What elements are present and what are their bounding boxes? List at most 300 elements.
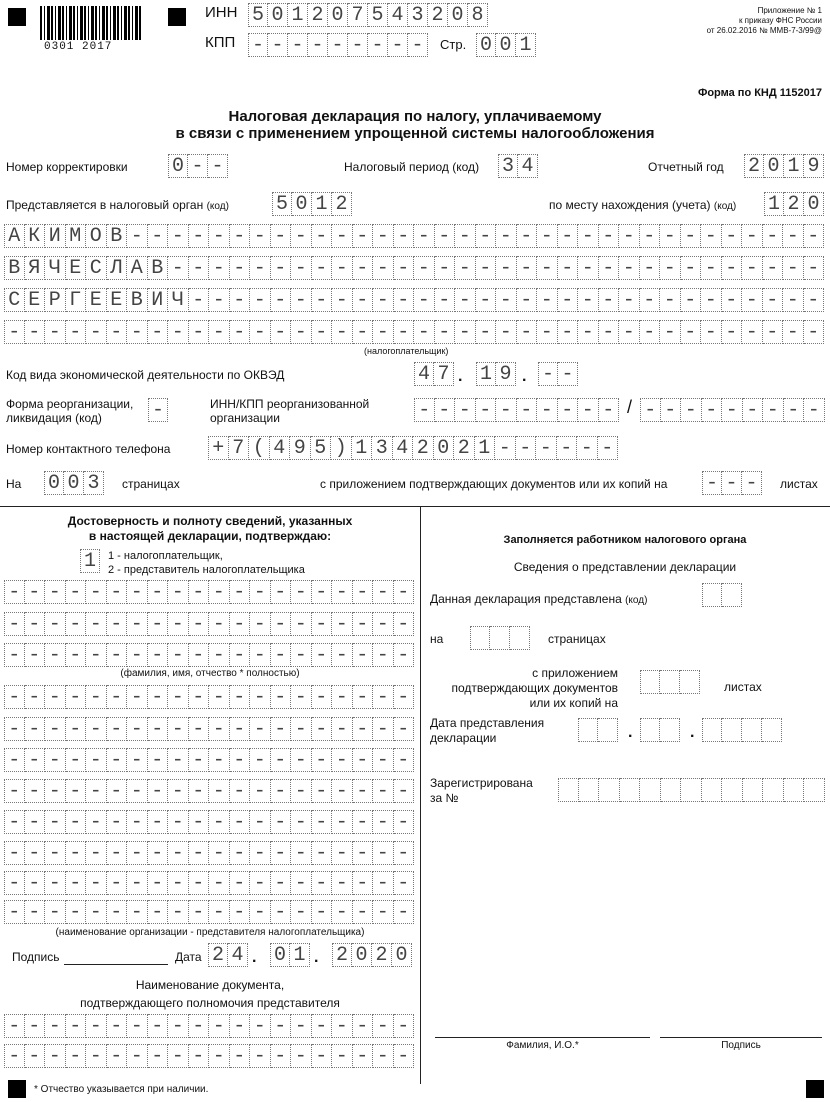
- char-cell[interactable]: -: [414, 398, 435, 422]
- right-attach-cells[interactable]: [640, 670, 700, 694]
- char-cell[interactable]: 9: [496, 362, 516, 386]
- authority-cells[interactable]: [272, 192, 352, 216]
- reorg-inn-cells[interactable]: [414, 398, 619, 422]
- char-cell[interactable]: -: [189, 871, 210, 895]
- char-cell[interactable]: -: [804, 320, 825, 344]
- char-cell[interactable]: -: [86, 1044, 107, 1068]
- char-cell[interactable]: -: [291, 841, 312, 865]
- char-cell[interactable]: -: [66, 685, 87, 709]
- char-cell[interactable]: 2: [428, 3, 448, 27]
- char-cell[interactable]: -: [496, 320, 517, 344]
- char-cell[interactable]: -: [373, 320, 394, 344]
- char-cell[interactable]: -: [250, 810, 271, 834]
- char-cell[interactable]: -: [578, 398, 599, 422]
- phone-cells[interactable]: [208, 436, 618, 460]
- char-cell[interactable]: -: [189, 1014, 210, 1038]
- char-cell[interactable]: 1: [352, 436, 373, 460]
- char-cell[interactable]: -: [4, 1044, 25, 1068]
- char-cell[interactable]: -: [271, 841, 292, 865]
- char-cell[interactable]: -: [148, 685, 169, 709]
- char-cell[interactable]: -: [45, 717, 66, 741]
- char-cell[interactable]: -: [763, 398, 784, 422]
- char-cell[interactable]: -: [640, 288, 661, 312]
- char-cell[interactable]: -: [536, 436, 557, 460]
- char-cell[interactable]: -: [742, 320, 763, 344]
- char-cell[interactable]: -: [25, 717, 46, 741]
- char-cell[interactable]: -: [45, 841, 66, 865]
- char-cell[interactable]: -: [394, 320, 415, 344]
- char-cell[interactable]: -: [394, 810, 415, 834]
- char-cell[interactable]: -: [189, 779, 210, 803]
- signer-code-cells[interactable]: [80, 549, 100, 573]
- char-cell[interactable]: В: [148, 256, 169, 280]
- char-cell[interactable]: -: [476, 224, 497, 248]
- char-cell[interactable]: -: [312, 580, 333, 604]
- char-cell[interactable]: 2: [208, 943, 228, 967]
- char-cell[interactable]: 0: [292, 192, 312, 216]
- char-cell[interactable]: 0: [328, 3, 348, 27]
- char-cell[interactable]: 4: [228, 943, 248, 967]
- org-line-8[interactable]: [4, 900, 414, 924]
- char-cell[interactable]: -: [291, 612, 312, 636]
- char-cell[interactable]: -: [148, 643, 169, 667]
- char-cell[interactable]: -: [394, 900, 415, 924]
- char-cell[interactable]: -: [353, 288, 374, 312]
- char-cell[interactable]: -: [373, 779, 394, 803]
- char-cell[interactable]: 0: [44, 471, 64, 495]
- char-cell[interactable]: 4: [393, 436, 414, 460]
- char-cell[interactable]: -: [209, 612, 230, 636]
- char-cell[interactable]: -: [127, 779, 148, 803]
- char-cell[interactable]: -: [209, 900, 230, 924]
- char-cell[interactable]: -: [743, 398, 764, 422]
- char-cell[interactable]: -: [127, 1014, 148, 1038]
- char-cell[interactable]: -: [408, 33, 428, 57]
- char-cell[interactable]: -: [189, 320, 210, 344]
- char-cell[interactable]: -: [250, 900, 271, 924]
- char-cell[interactable]: -: [414, 320, 435, 344]
- char-cell[interactable]: [598, 718, 618, 742]
- char-cell[interactable]: -: [332, 685, 353, 709]
- char-cell[interactable]: -: [271, 580, 292, 604]
- char-cell[interactable]: 2: [454, 436, 475, 460]
- submitted-code-cells[interactable]: [702, 583, 742, 607]
- char-cell[interactable]: -: [332, 288, 353, 312]
- char-cell[interactable]: -: [25, 779, 46, 803]
- char-cell[interactable]: -: [148, 612, 169, 636]
- char-cell[interactable]: -: [312, 612, 333, 636]
- char-cell[interactable]: -: [66, 810, 87, 834]
- char-cell[interactable]: -: [230, 643, 251, 667]
- char-cell[interactable]: 1: [475, 436, 496, 460]
- char-cell[interactable]: -: [312, 748, 333, 772]
- char-cell[interactable]: -: [230, 748, 251, 772]
- char-cell[interactable]: -: [168, 871, 189, 895]
- char-cell[interactable]: -: [230, 1044, 251, 1068]
- char-cell[interactable]: -: [127, 612, 148, 636]
- char-cell[interactable]: -: [168, 580, 189, 604]
- char-cell[interactable]: -: [66, 717, 87, 741]
- char-cell[interactable]: 0: [64, 471, 84, 495]
- right-sign-line[interactable]: [660, 1037, 822, 1038]
- okved-cells-3[interactable]: [538, 362, 578, 386]
- inn-cells[interactable]: [248, 3, 488, 27]
- char-cell[interactable]: [578, 718, 598, 742]
- char-cell[interactable]: -: [476, 256, 497, 280]
- char-cell[interactable]: 2: [784, 192, 804, 216]
- char-cell[interactable]: -: [107, 748, 128, 772]
- char-cell[interactable]: -: [619, 288, 640, 312]
- char-cell[interactable]: 0: [268, 3, 288, 27]
- char-cell[interactable]: -: [373, 841, 394, 865]
- char-cell[interactable]: -: [107, 779, 128, 803]
- char-cell[interactable]: -: [189, 717, 210, 741]
- kpp-cells[interactable]: [248, 33, 428, 57]
- char-cell[interactable]: -: [578, 288, 599, 312]
- char-cell[interactable]: -: [66, 841, 87, 865]
- char-cell[interactable]: -: [107, 612, 128, 636]
- char-cell[interactable]: -: [619, 320, 640, 344]
- char-cell[interactable]: -: [271, 612, 292, 636]
- char-cell[interactable]: -: [353, 1014, 374, 1038]
- char-cell[interactable]: -: [701, 320, 722, 344]
- char-cell[interactable]: -: [353, 580, 374, 604]
- char-cell[interactable]: -: [435, 256, 456, 280]
- char-cell[interactable]: 1: [476, 362, 496, 386]
- char-cell[interactable]: [510, 626, 530, 650]
- char-cell[interactable]: -: [86, 841, 107, 865]
- fio-line-3[interactable]: [4, 643, 414, 667]
- char-cell[interactable]: Е: [86, 288, 107, 312]
- char-cell[interactable]: -: [66, 871, 87, 895]
- char-cell[interactable]: 1: [80, 549, 100, 573]
- char-cell[interactable]: -: [660, 256, 681, 280]
- char-cell[interactable]: -: [86, 685, 107, 709]
- char-cell[interactable]: -: [45, 1044, 66, 1068]
- char-cell[interactable]: -: [127, 871, 148, 895]
- char-cell[interactable]: -: [148, 841, 169, 865]
- char-cell[interactable]: [702, 583, 722, 607]
- char-cell[interactable]: -: [435, 224, 456, 248]
- char-cell[interactable]: -: [558, 362, 578, 386]
- char-cell[interactable]: -: [291, 900, 312, 924]
- char-cell[interactable]: -: [45, 580, 66, 604]
- char-cell[interactable]: [722, 583, 742, 607]
- name-line-3[interactable]: [4, 288, 824, 312]
- char-cell[interactable]: [490, 626, 510, 650]
- char-cell[interactable]: -: [308, 33, 328, 57]
- char-cell[interactable]: -: [394, 288, 415, 312]
- char-cell[interactable]: -: [25, 1044, 46, 1068]
- char-cell[interactable]: -: [455, 224, 476, 248]
- char-cell[interactable]: -: [312, 779, 333, 803]
- char-cell[interactable]: -: [538, 362, 558, 386]
- char-cell[interactable]: 2: [332, 943, 352, 967]
- char-cell[interactable]: -: [230, 685, 251, 709]
- char-cell[interactable]: -: [45, 900, 66, 924]
- char-cell[interactable]: [681, 778, 702, 802]
- char-cell[interactable]: -: [353, 748, 374, 772]
- char-cell[interactable]: -: [660, 224, 681, 248]
- date-month-cells[interactable]: [270, 943, 310, 967]
- char-cell[interactable]: -: [557, 436, 578, 460]
- char-cell[interactable]: 9: [290, 436, 311, 460]
- char-cell[interactable]: 1: [764, 192, 784, 216]
- char-cell[interactable]: [640, 670, 660, 694]
- char-cell[interactable]: -: [250, 841, 271, 865]
- char-cell[interactable]: -: [86, 717, 107, 741]
- char-cell[interactable]: -: [230, 900, 251, 924]
- char-cell[interactable]: -: [394, 685, 415, 709]
- char-cell[interactable]: -: [455, 320, 476, 344]
- char-cell[interactable]: -: [271, 900, 292, 924]
- char-cell[interactable]: -: [394, 841, 415, 865]
- char-cell[interactable]: -: [373, 748, 394, 772]
- char-cell[interactable]: -: [763, 288, 784, 312]
- char-cell[interactable]: -: [640, 320, 661, 344]
- char-cell[interactable]: -: [250, 685, 271, 709]
- char-cell[interactable]: -: [291, 320, 312, 344]
- char-cell[interactable]: -: [168, 748, 189, 772]
- reorg-kpp-cells[interactable]: [640, 398, 825, 422]
- char-cell[interactable]: -: [250, 612, 271, 636]
- char-cell[interactable]: -: [291, 1014, 312, 1038]
- char-cell[interactable]: -: [681, 224, 702, 248]
- char-cell[interactable]: -: [107, 900, 128, 924]
- char-cell[interactable]: -: [353, 1044, 374, 1068]
- char-cell[interactable]: -: [209, 810, 230, 834]
- char-cell[interactable]: -: [783, 320, 804, 344]
- char-cell[interactable]: -: [86, 748, 107, 772]
- char-cell[interactable]: -: [271, 643, 292, 667]
- char-cell[interactable]: 2: [413, 436, 434, 460]
- char-cell[interactable]: -: [230, 256, 251, 280]
- char-cell[interactable]: -: [86, 900, 107, 924]
- char-cell[interactable]: -: [45, 748, 66, 772]
- submit-month-cells[interactable]: [640, 718, 680, 742]
- char-cell[interactable]: 4: [270, 436, 291, 460]
- char-cell[interactable]: [599, 778, 620, 802]
- char-cell[interactable]: 2: [332, 192, 352, 216]
- char-cell[interactable]: [680, 670, 700, 694]
- char-cell[interactable]: [762, 718, 782, 742]
- char-cell[interactable]: -: [291, 685, 312, 709]
- char-cell[interactable]: -: [168, 1044, 189, 1068]
- char-cell[interactable]: 0: [764, 154, 784, 178]
- char-cell[interactable]: -: [455, 398, 476, 422]
- submit-year-cells[interactable]: [702, 718, 782, 742]
- char-cell[interactable]: -: [742, 256, 763, 280]
- char-cell[interactable]: -: [168, 320, 189, 344]
- char-cell[interactable]: -: [476, 398, 497, 422]
- char-cell[interactable]: [702, 718, 722, 742]
- char-cell[interactable]: -: [804, 288, 825, 312]
- char-cell[interactable]: -: [148, 810, 169, 834]
- char-cell[interactable]: -: [517, 320, 538, 344]
- char-cell[interactable]: -: [681, 398, 702, 422]
- char-cell[interactable]: -: [209, 256, 230, 280]
- char-cell[interactable]: -: [209, 779, 230, 803]
- char-cell[interactable]: -: [127, 580, 148, 604]
- char-cell[interactable]: -: [291, 288, 312, 312]
- char-cell[interactable]: -: [86, 871, 107, 895]
- char-cell[interactable]: -: [288, 33, 308, 57]
- char-cell[interactable]: 5: [248, 3, 268, 27]
- char-cell[interactable]: -: [312, 871, 333, 895]
- char-cell[interactable]: -: [127, 320, 148, 344]
- char-cell[interactable]: [640, 778, 661, 802]
- char-cell[interactable]: -: [558, 224, 579, 248]
- char-cell[interactable]: 7: [434, 362, 454, 386]
- char-cell[interactable]: -: [250, 643, 271, 667]
- char-cell[interactable]: -: [45, 779, 66, 803]
- char-cell[interactable]: 7: [229, 436, 250, 460]
- char-cell[interactable]: -: [435, 288, 456, 312]
- char-cell[interactable]: -: [127, 810, 148, 834]
- char-cell[interactable]: -: [168, 224, 189, 248]
- char-cell[interactable]: -: [127, 685, 148, 709]
- char-cell[interactable]: С: [86, 256, 107, 280]
- char-cell[interactable]: -: [681, 320, 702, 344]
- char-cell[interactable]: -: [291, 779, 312, 803]
- char-cell[interactable]: -: [230, 580, 251, 604]
- char-cell[interactable]: -: [332, 643, 353, 667]
- char-cell[interactable]: -: [209, 717, 230, 741]
- char-cell[interactable]: -: [291, 810, 312, 834]
- char-cell[interactable]: -: [66, 1014, 87, 1038]
- char-cell[interactable]: -: [127, 841, 148, 865]
- char-cell[interactable]: -: [4, 685, 25, 709]
- char-cell[interactable]: -: [394, 612, 415, 636]
- char-cell[interactable]: -: [250, 748, 271, 772]
- char-cell[interactable]: -: [66, 580, 87, 604]
- char-cell[interactable]: -: [517, 224, 538, 248]
- char-cell[interactable]: -: [455, 256, 476, 280]
- char-cell[interactable]: -: [496, 288, 517, 312]
- char-cell[interactable]: -: [435, 320, 456, 344]
- char-cell[interactable]: -: [209, 320, 230, 344]
- org-line-6[interactable]: [4, 841, 414, 865]
- char-cell[interactable]: -: [148, 900, 169, 924]
- char-cell[interactable]: -: [353, 256, 374, 280]
- char-cell[interactable]: -: [209, 580, 230, 604]
- char-cell[interactable]: -: [86, 643, 107, 667]
- char-cell[interactable]: -: [784, 398, 805, 422]
- char-cell[interactable]: [722, 718, 742, 742]
- char-cell[interactable]: -: [168, 256, 189, 280]
- char-cell[interactable]: 2: [372, 943, 392, 967]
- char-cell[interactable]: -: [148, 1014, 169, 1038]
- char-cell[interactable]: 5: [368, 3, 388, 27]
- char-cell[interactable]: -: [168, 643, 189, 667]
- char-cell[interactable]: К: [25, 224, 46, 248]
- char-cell[interactable]: [660, 718, 680, 742]
- correction-cells[interactable]: [168, 154, 228, 178]
- page-cells[interactable]: [476, 33, 536, 57]
- char-cell[interactable]: 2: [744, 154, 764, 178]
- char-cell[interactable]: -: [640, 398, 661, 422]
- char-cell[interactable]: -: [230, 779, 251, 803]
- char-cell[interactable]: -: [619, 224, 640, 248]
- char-cell[interactable]: -: [66, 612, 87, 636]
- char-cell[interactable]: -: [230, 841, 251, 865]
- char-cell[interactable]: -: [66, 1044, 87, 1068]
- fio-line-1[interactable]: [4, 580, 414, 604]
- char-cell[interactable]: -: [189, 612, 210, 636]
- char-cell[interactable]: -: [312, 256, 333, 280]
- char-cell[interactable]: -: [250, 779, 271, 803]
- char-cell[interactable]: -: [722, 471, 742, 495]
- char-cell[interactable]: -: [250, 871, 271, 895]
- char-cell[interactable]: [620, 778, 641, 802]
- char-cell[interactable]: -: [107, 717, 128, 741]
- char-cell[interactable]: -: [66, 643, 87, 667]
- char-cell[interactable]: -: [312, 320, 333, 344]
- name-line-4[interactable]: [4, 320, 824, 344]
- char-cell[interactable]: -: [496, 256, 517, 280]
- char-cell[interactable]: -: [250, 717, 271, 741]
- char-cell[interactable]: -: [107, 685, 128, 709]
- char-cell[interactable]: -: [230, 612, 251, 636]
- char-cell[interactable]: -: [414, 288, 435, 312]
- char-cell[interactable]: 0: [448, 3, 468, 27]
- char-cell[interactable]: 9: [804, 154, 824, 178]
- char-cell[interactable]: -: [209, 1014, 230, 1038]
- char-cell[interactable]: Л: [107, 256, 128, 280]
- char-cell[interactable]: -: [537, 256, 558, 280]
- char-cell[interactable]: -: [66, 748, 87, 772]
- signature-line[interactable]: [64, 964, 168, 965]
- char-cell[interactable]: -: [45, 1014, 66, 1038]
- char-cell[interactable]: Е: [25, 288, 46, 312]
- char-cell[interactable]: -: [127, 1044, 148, 1068]
- date-day-cells[interactable]: [208, 943, 248, 967]
- char-cell[interactable]: -: [373, 256, 394, 280]
- char-cell[interactable]: -: [742, 224, 763, 248]
- char-cell[interactable]: 1: [312, 192, 332, 216]
- char-cell[interactable]: С: [4, 288, 25, 312]
- char-cell[interactable]: -: [107, 810, 128, 834]
- char-cell[interactable]: -: [681, 288, 702, 312]
- char-cell[interactable]: -: [250, 224, 271, 248]
- char-cell[interactable]: -: [353, 685, 374, 709]
- char-cell[interactable]: -: [209, 288, 230, 312]
- char-cell[interactable]: -: [189, 748, 210, 772]
- char-cell[interactable]: -: [127, 717, 148, 741]
- char-cell[interactable]: -: [271, 256, 292, 280]
- char-cell[interactable]: -: [189, 900, 210, 924]
- char-cell[interactable]: -: [107, 320, 128, 344]
- char-cell[interactable]: -: [271, 717, 292, 741]
- char-cell[interactable]: -: [4, 779, 25, 803]
- char-cell[interactable]: -: [394, 1044, 415, 1068]
- char-cell[interactable]: -: [558, 320, 579, 344]
- char-cell[interactable]: -: [271, 288, 292, 312]
- char-cell[interactable]: -: [455, 288, 476, 312]
- char-cell[interactable]: -: [291, 256, 312, 280]
- char-cell[interactable]: -: [291, 224, 312, 248]
- char-cell[interactable]: [640, 718, 660, 742]
- char-cell[interactable]: -: [599, 398, 620, 422]
- char-cell[interactable]: Е: [107, 288, 128, 312]
- char-cell[interactable]: [784, 778, 805, 802]
- name-line-1[interactable]: [4, 224, 824, 248]
- char-cell[interactable]: -: [353, 643, 374, 667]
- char-cell[interactable]: -: [312, 841, 333, 865]
- char-cell[interactable]: -: [209, 841, 230, 865]
- char-cell[interactable]: -: [537, 288, 558, 312]
- char-cell[interactable]: -: [86, 580, 107, 604]
